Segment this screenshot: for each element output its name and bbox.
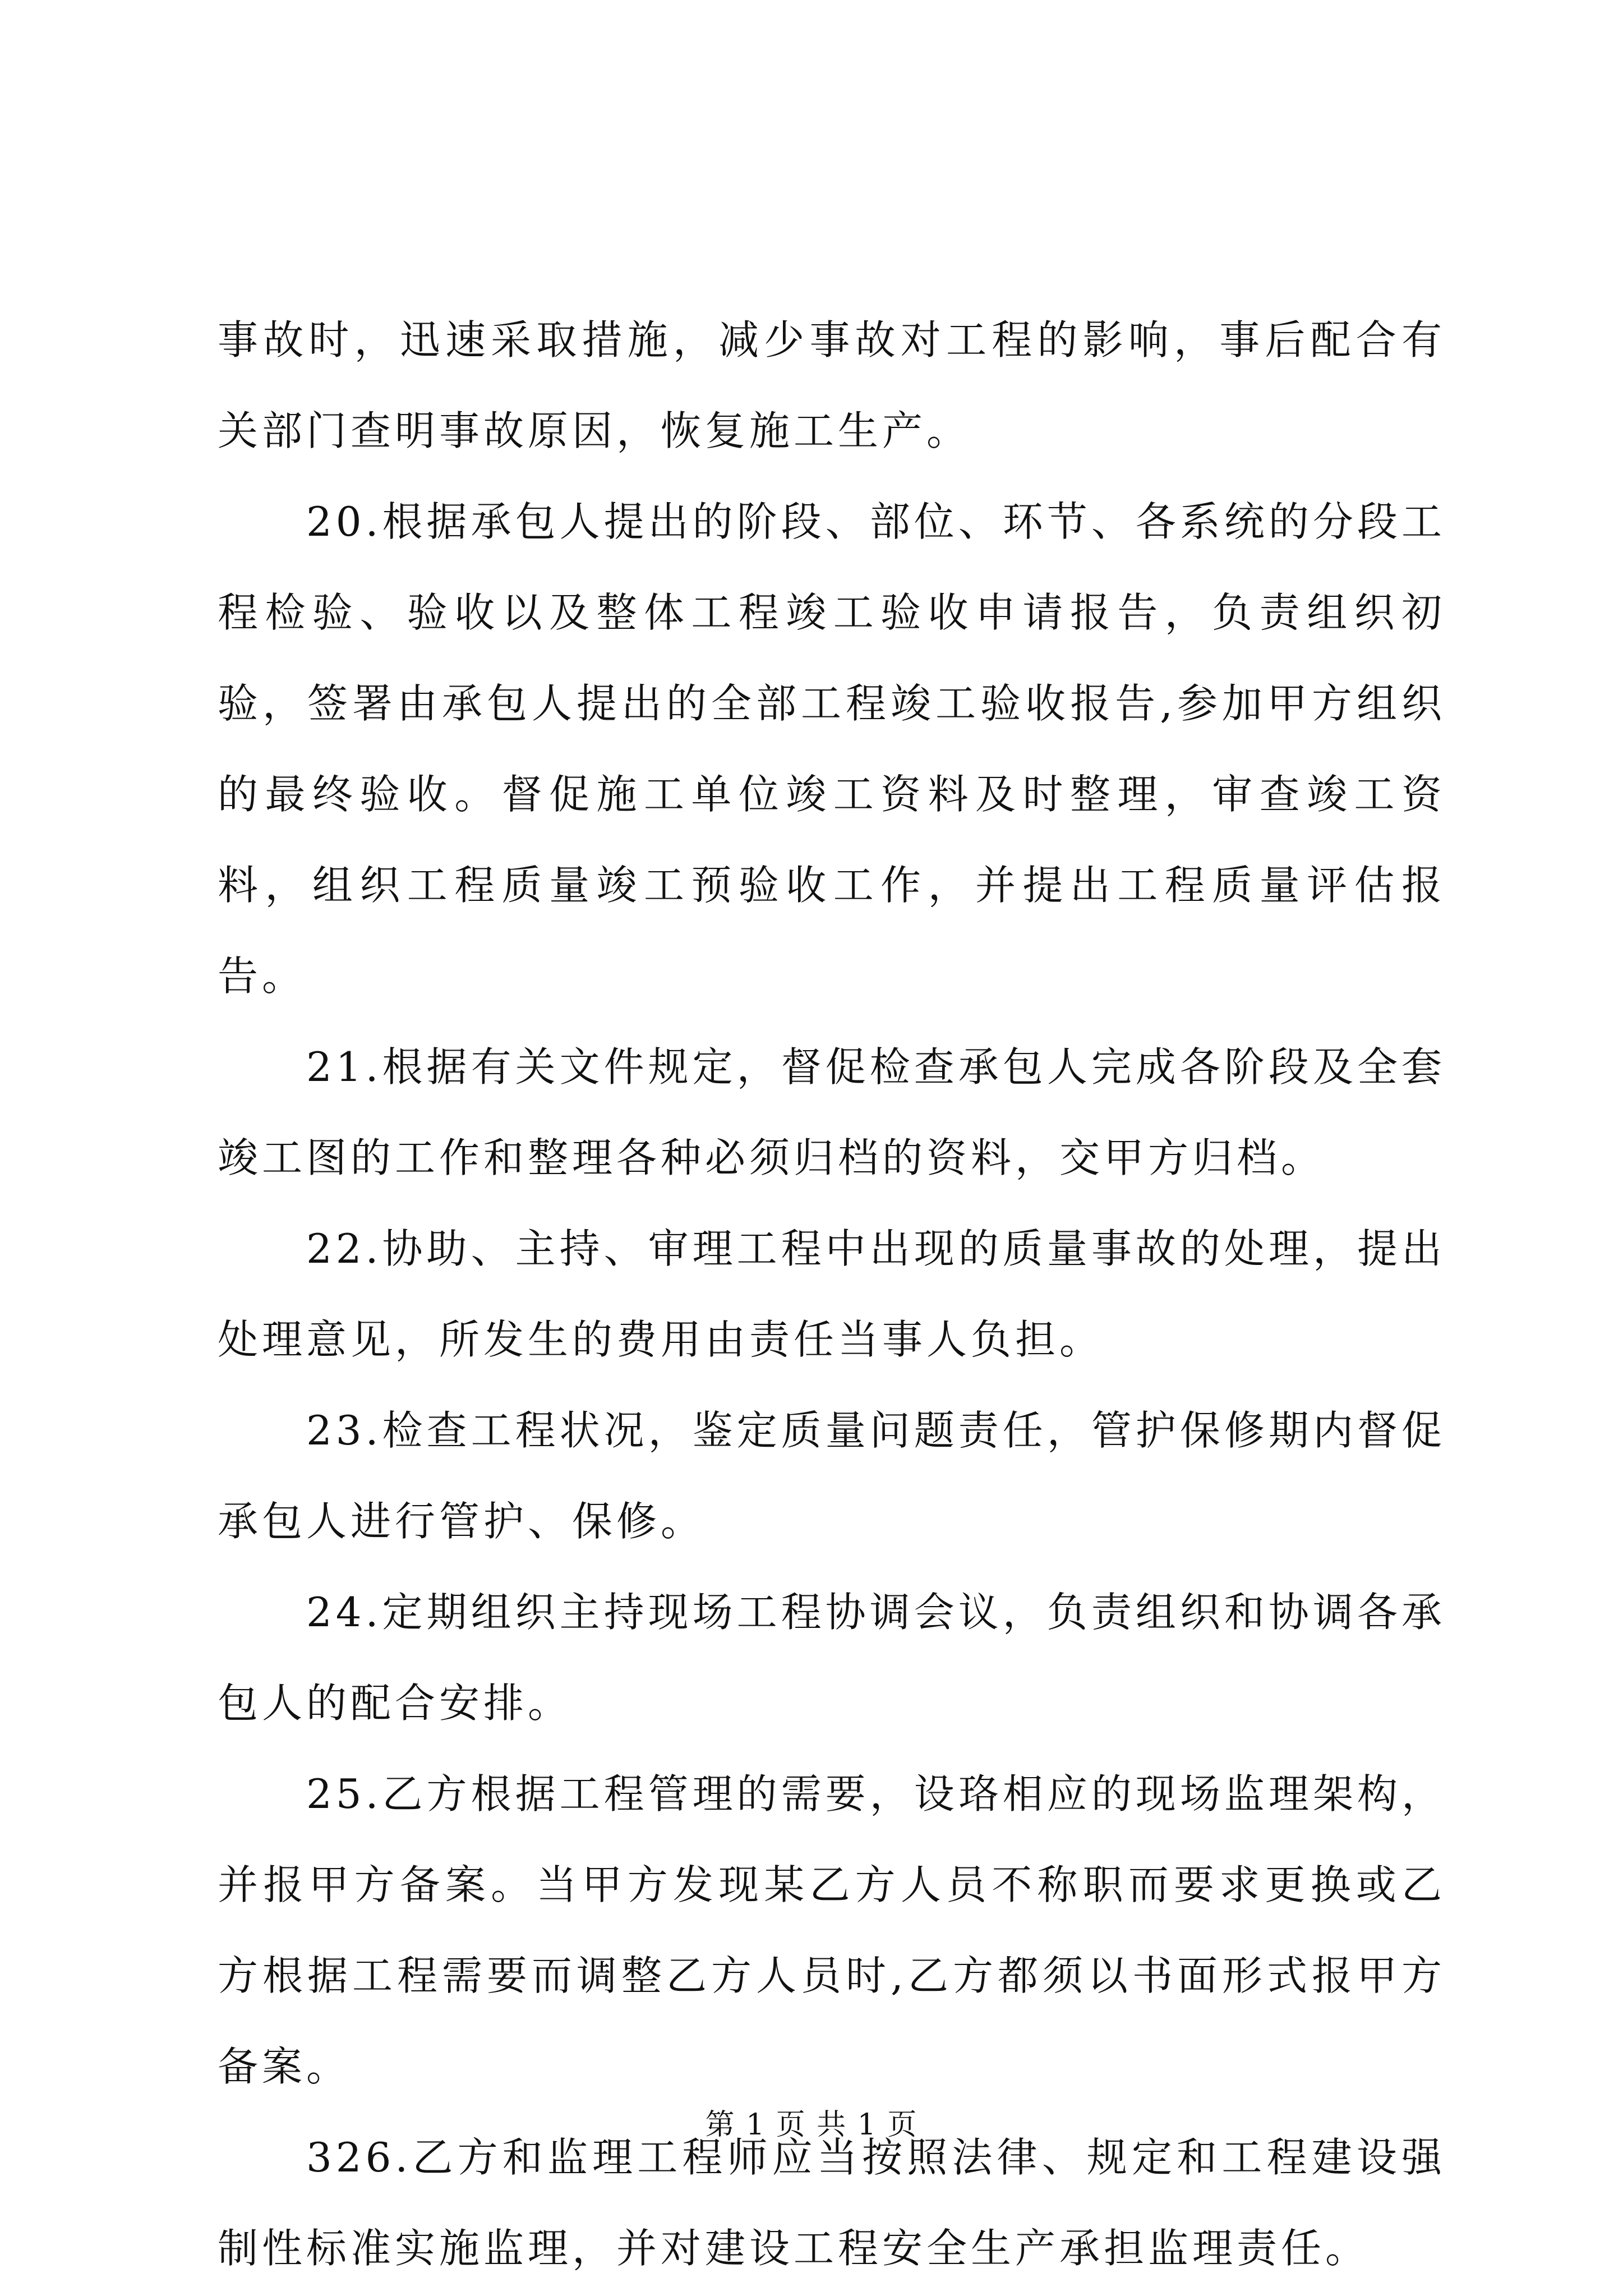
paragraph-23: 23.检查工程状况，鉴定质量问题责任，管护保修期内督促承包人进行管护、保修。 [218, 1407, 1446, 1545]
paragraph-22: 22.协助、主持、审理工程中出现的质量事故的处理，提出处理意见，所发生的费用由责任当事人负担。 [218, 1225, 1446, 1363]
page-number-footer: 第 1 页 共 1 页 [705, 2108, 918, 2142]
paragraph-25: 25.乙方根据工程管理的需要，设珞相应的现场监理架构，并报甲方备案。当甲方发现某乙方人员不称职而要求更换或乙方根据工程需要而调整乙方人员时,乙方都须以书面形式报甲方备案。 [218, 1770, 1446, 2090]
paragraph-24: 24.定期组织主持现场工程协调会议，负责组织和协调各承包人的配合安排。 [218, 1589, 1446, 1727]
document-body [218, 295, 1446, 2294]
paragraph-continuation: 事故时，迅速采取措施，减少事故对工程的影响，事后配合有关部门查明事故原因，恢复施工生产。 [218, 316, 1446, 454]
paragraph-21: 21.根据有关文件规定，督促检查承包人完成各阶段及全套竣工图的工作和整理各种必须归档的资料，交甲方归档。 [218, 1043, 1446, 1181]
paragraph-20: 20.根据承包人提出的阶段、部位、环节、各系统的分段工程检验、验收以及整体工程竣工验收申请报告，负责组织初验，签署由承包人提出的全部工程竣工验收报告,参加甲方组织的最终验收。督促施工单位竣工资料及时整理，审查竣工资料，组织工程质量竣工预验收工作，并提出工程质量评估报告。 [218, 498, 1446, 1000]
paragraph-326: 326.乙方和监理工程师应当按照法律、规定和工程建设强制性标准实施监理，并对建设工程安全生产承担监理责任。 [218, 2134, 1446, 2272]
